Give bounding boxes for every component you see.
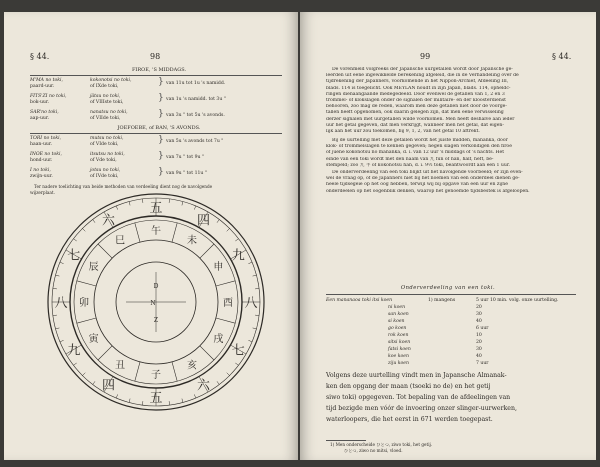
subdivision-value: 40 xyxy=(476,319,482,324)
dial-tick xyxy=(83,373,86,376)
text-line: wel de vraag op, of de Japanners niet bij het noemen van een onderdeel dienen ge- xyxy=(326,176,520,182)
text-line: Bij de uurtelling met deze getallen wordt het juiste midden, mananka, door xyxy=(332,138,508,143)
subdivision-row xyxy=(326,347,576,353)
subdivision-name: san koen xyxy=(388,312,409,317)
dial-divider xyxy=(172,223,177,242)
dial-zodiac-sign: 未 xyxy=(187,235,197,247)
subdivision-value: 7 uur xyxy=(476,361,489,366)
text-line: of juene kokonotsu no mananka, d. i. van 12 uur 's middags of 's nachts. Het xyxy=(326,150,505,156)
subdivision-value: 30 xyxy=(476,312,482,317)
subdivision-value: 30 xyxy=(476,347,482,352)
note-line-2: wijzerplaat. xyxy=(30,190,55,195)
statement-line: waterloopers, die het eerst in 671 werden toegepast. xyxy=(326,416,493,423)
dial-tick xyxy=(194,394,196,398)
text-line: De onderverdeeling van een toki blijkt uit het navolgende voorbeeld; er zijn even- xyxy=(332,170,523,175)
dial-tick xyxy=(182,202,183,206)
dial-tick xyxy=(255,315,259,316)
text-line: einde van een toki wordt met den naam van 九 fun of han, half, heft, be- xyxy=(326,156,494,162)
dial-hour-numeral: 五 xyxy=(149,391,163,406)
dial-hour-numeral: 九 xyxy=(231,248,245,264)
subdivision-rule xyxy=(326,294,576,295)
dial-tick xyxy=(129,399,130,403)
subdivision-name: rok koen xyxy=(388,333,409,338)
dial-tick xyxy=(235,239,238,241)
dial-tick xyxy=(227,229,230,232)
dial-tick xyxy=(60,262,64,264)
statement-line: Volgens deze uurtelling vindt men in Japansche Almanak- xyxy=(326,372,507,379)
subdivision-name: ni koen xyxy=(388,305,406,310)
text-line: blads. 114 is toegelicht. Ook MEYLAN houdt in zijn Japan, blads. 114, opheldc- xyxy=(326,85,511,91)
dial-tick xyxy=(194,206,196,210)
dial-tick xyxy=(83,229,86,232)
text-line: uur het getal gegeven, dat men verkrijgt, wanneer men het getal, dat eigen- xyxy=(326,122,504,128)
footnote-line-1: 1) Men onderscheide ひとつ, ziwo toki, het getij. xyxy=(330,442,433,447)
dial-tick xyxy=(116,206,118,210)
text-line: onderdeelen op het oogenblik denken, waarop het genoemde tijdsbestek is afgeloopen. xyxy=(326,188,530,194)
dial-hour-numeral: 八 xyxy=(244,296,258,311)
dial-tick xyxy=(74,363,77,365)
dial-zodiac-sign: 酉 xyxy=(223,298,233,309)
dial-hour-numeral: 七 xyxy=(231,343,245,359)
dial-tick xyxy=(74,239,77,241)
statement-line: tijd bezigde men vóór de invoering onzer slinger-uurwerken, xyxy=(326,405,517,412)
footnote-rule xyxy=(326,440,366,441)
dial-divider xyxy=(98,244,112,258)
dial-divider xyxy=(135,223,140,242)
subdivision-row xyxy=(326,305,576,311)
subdivision-name: go koen xyxy=(388,326,407,331)
dial-zodiac-sign: 卯 xyxy=(79,298,89,309)
dial-zodiac-sign: 辰 xyxy=(88,262,99,273)
text-line: tijdrekening der Japanners, voorkomende in het Nippon-Archief, Afdeeling III, xyxy=(326,79,509,85)
text-line: derzer signalen met uurgetallen wilde voorkomen. Men heeft deshalve aan ieder xyxy=(326,116,515,122)
dial-center-mid: N xyxy=(150,300,156,307)
subdivision-row xyxy=(326,361,576,367)
dial-tick xyxy=(53,315,57,316)
dial-tick xyxy=(169,401,170,405)
dial-tick xyxy=(248,262,252,264)
dial-tick xyxy=(235,363,238,365)
table1-title: FIROE, 'S MIDDAGS. xyxy=(131,67,187,73)
dial-tick xyxy=(248,340,252,342)
dial-zodiac-sign: 子 xyxy=(151,370,161,381)
dial-hour-numeral: 四 xyxy=(101,378,116,394)
text-line: trommel- of klokslagen onder de signalen der militaire- en der kloosterdienst xyxy=(326,98,507,103)
dial-divider xyxy=(98,346,112,360)
subdivision-value: 5 uur 10 min. volg. onze uurtelling. xyxy=(476,298,559,303)
subdivision-value: 20 xyxy=(476,305,482,310)
dial-zodiac-sign: 申 xyxy=(213,262,224,273)
dial-divider xyxy=(77,281,96,286)
dial-hour-numeral: 六 xyxy=(101,213,116,229)
right-page xyxy=(300,12,596,460)
text-line: De vorenmeld volgreeks der Japansche uurgetallen wordt door Japansche ge- xyxy=(332,67,513,72)
dial-tick xyxy=(169,199,170,203)
dial-tick xyxy=(227,373,230,376)
dial-tick xyxy=(217,220,219,223)
dial-tick xyxy=(116,394,118,398)
text-line: behooren, zoo mag de reden, waarom men deze getallen niet door de voorge- xyxy=(326,104,507,110)
dial-zodiac-sign: 巳 xyxy=(115,235,125,247)
subdivision-row xyxy=(326,312,576,318)
subdivision-name: koe koen xyxy=(388,354,409,359)
dial-tick xyxy=(60,340,64,342)
dial-tick xyxy=(255,288,259,289)
dial-zodiac-sign: 丑 xyxy=(115,360,125,372)
text-line: heele tijdsegeie op het oog hebben, terwijl wij bij opgave van een uur en zijne xyxy=(326,182,508,188)
text-line: klok- of trommelslagen te kennen gegeven; negen slagen verkondigen den firoe xyxy=(326,144,512,150)
subdivision-value: 40 xyxy=(476,354,482,359)
text-line: leerden uit eene ingewikkelde berekening afgeleid, die in de Verhandeling over de xyxy=(326,73,519,79)
table2-title: JOEFOEBE, of BAN, 'S AVONDS. xyxy=(117,125,201,131)
subdivision-row xyxy=(326,333,576,339)
subdivision-value: 20 xyxy=(476,340,482,345)
subdivision-title: Onderverdeeling van een toki. xyxy=(400,285,496,291)
dial-tick xyxy=(142,401,143,405)
statement-line: siwo toki) opgegeven. Tot bepaling van de afdeelingen van xyxy=(326,394,511,401)
text-line: lijk aan het uur zou toekomen, bij 9, 1, 2, van het getal 10 aftrekt. xyxy=(326,129,480,134)
subdivision-row xyxy=(326,326,576,332)
footnote-line-2: ひとつ, ziwo no mitsi, vloed. xyxy=(344,448,403,453)
dial-zodiac-sign: 亥 xyxy=(187,360,197,372)
subdivision-row xyxy=(326,354,576,360)
dial-tick xyxy=(217,381,219,384)
dial-hour-numeral: 六 xyxy=(196,378,211,394)
dial-tick xyxy=(53,288,57,289)
dial-zodiac-sign: 戌 xyxy=(213,334,224,345)
text-line: stempeld; zoo 九 半 of kokonotsu han, d. i. 9½ toki, beantwoordt aan een 1 uur. xyxy=(326,162,511,168)
subdivision-row xyxy=(326,319,576,325)
dial-hour-numeral: 五 xyxy=(149,201,163,216)
dial-zodiac-sign: 午 xyxy=(151,226,161,237)
dial-tick xyxy=(93,381,95,384)
left-page: § 44. 98 FIROE, 'S MIDDAGS. M'MA no toki, paard-uur. kokonotsi no toki, of IXde toki, } van 11u tot 1u 's namidd. FITS'ZI no toki, bok-uur. jätsu no toki, of VIIIste toki, } van 1u 's namidd. tot 3u " SAR'no toki, aap-uur. nanatsu no toki, of VIIde toki, } van 3u " tot 5u 's avonds. JOEFOEBE, of BAN, 'S AVONDS. TORI no toki, haan-uur. mutsu no toki, of VIde toki, } van 5u 's avonds tot 7u " INOE no toki, hond-uur. itsutsu no toki, of Vde toki, } van 7u " tot 9u " I no toki, zwijn-uur. jotsu no toki, of IVde toki, } van 9u " tot 11u " Ter nadere toelichting van beide methoden van verdeeling dient nog de navolgende wijzerplaat. 五 四 九 八 七 六 五 四 九 八 七 六 午 未 申 酉 戌 亥 子 丑 寅 卯 辰 巳 D N Z xyxy=(4,12,298,460)
right-page-number: 99 xyxy=(420,52,431,61)
dial-hour-numeral: 七 xyxy=(67,248,81,264)
left-section-number: § 44. xyxy=(30,52,50,61)
text-line: ringen dienaangaande medegedeeld. Door evenwel de getallen van 1, 2 en 3 xyxy=(326,91,505,97)
dial-tick xyxy=(182,399,183,403)
dial-divider xyxy=(200,244,214,258)
subdivision-name: sitsi koen xyxy=(388,340,411,345)
dial-tick xyxy=(129,202,130,206)
subdivision-name: fatsi koen xyxy=(388,347,411,352)
dial-divider xyxy=(200,346,214,360)
note-line-1: Ter nadere toelichting van beide methoden van verdeeling dient nog de navolgende xyxy=(34,184,213,189)
dial-hour-numeral: 八 xyxy=(54,296,68,311)
subdivision-value: 6 uur xyxy=(476,326,489,331)
subdivision-name: ziju koen xyxy=(388,361,409,366)
dial-divider xyxy=(216,318,235,323)
dial-divider xyxy=(172,362,177,381)
subdivision-name: si koen xyxy=(388,319,405,324)
text-line: tallen heeft opgenomen, ook daarin gelegen zijn, dat men eene verwisseling xyxy=(326,110,504,116)
dial-divider xyxy=(77,318,96,323)
statement-line: ken den opgang der maan (tsoeki no de) en het getij xyxy=(326,383,491,390)
dial-hour-numeral: 九 xyxy=(67,343,81,359)
subdivision-row xyxy=(326,340,576,346)
dial-tick xyxy=(253,328,257,329)
dial-tick xyxy=(56,328,60,329)
left-page-number: 98 xyxy=(150,52,161,61)
dial-center-bottom: Z xyxy=(153,317,159,324)
subdivision-note: 1) mangens xyxy=(428,298,456,303)
dial-center-top: D xyxy=(153,283,159,290)
subdivision-name: Een mananaoa toki itsi koen xyxy=(326,298,393,303)
dial-tick xyxy=(56,275,60,276)
subdivision-value: 10 xyxy=(476,333,482,338)
dial-divider xyxy=(216,281,235,286)
japanese-clock-dial xyxy=(4,12,298,460)
dial-hour-numeral: 四 xyxy=(196,213,211,229)
dial-tick xyxy=(253,275,257,276)
dial-tick xyxy=(93,220,95,223)
dial-divider xyxy=(135,362,140,381)
dial-zodiac-sign: 寅 xyxy=(88,334,99,345)
dial-tick xyxy=(142,199,143,203)
right-section-number: § 44. xyxy=(552,52,572,61)
subdivision-row xyxy=(326,298,576,304)
